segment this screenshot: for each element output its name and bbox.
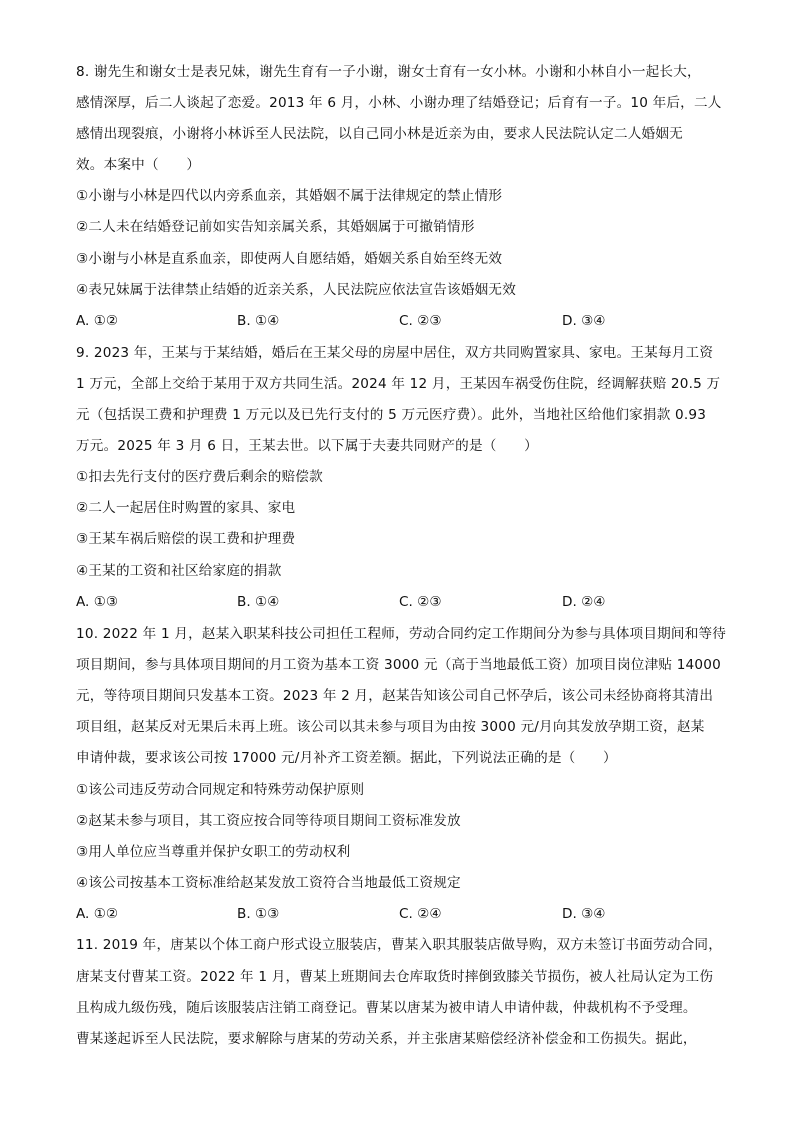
question-8-stem-line: 感情深厚，后二人谈起了恋爱。2013 年 6 月，小林、小谢办理了结婚登记；后育有一子。10 年后，二人 xyxy=(76,95,722,111)
question-10-option: ④该公司按基本工资标准给赵某发放工资符合当地最低工资规定 xyxy=(76,875,461,891)
choice-b: B. ①③ xyxy=(237,906,280,922)
question-9-option: ④王某的工资和社区给家庭的捐款 xyxy=(76,563,282,579)
question-9-option: ③王某车祸后赔偿的误工费和护理费 xyxy=(76,531,296,547)
choice-d: D. ③④ xyxy=(562,313,606,329)
question-10-stem-line: 项目组，赵某反对无果后未再上班。该公司以其未参与项目为由按 3000 元/月向其发放孕期工资，赵某 xyxy=(76,719,705,735)
question-10-stem-line: 项目期间，参与具体项目期间的月工资为基本工资 3000 元（高于当地最低工资）加项目岗位津贴 14000 xyxy=(76,657,721,673)
choice-a: A. ①③ xyxy=(76,594,119,610)
question-11-stem-line: 曹某遂起诉至人民法院，要求解除与唐某的劳动关系，并主张唐某赔偿经济补偿金和工伤损失。据此， xyxy=(76,1031,697,1047)
question-8-stem-line: 感情出现裂痕，小谢将小林诉至人民法院，以自己同小林是近亲为由，要求人民法院认定二人婚姻无 xyxy=(76,126,683,142)
choice-c: C. ②③ xyxy=(399,594,442,610)
choice-a: A. ①② xyxy=(76,313,119,329)
question-8-stem-line: 效。本案中（ ） xyxy=(76,157,201,173)
question-9-option: ①扣去先行支付的医疗费后剩余的赔偿款 xyxy=(76,469,323,485)
question-9-stem-line: 元（包括误工费和护理费 1 万元以及已先行支付的 5 万元医疗费）。此外，当地社区给他们家捐款 0.93 xyxy=(76,407,707,423)
choice-c: C. ②④ xyxy=(399,906,442,922)
question-10-stem-line: 10. 2022 年 1 月，赵某入职某科技公司担任工程师，劳动合同约定工作期间分为参与具体项目期间和等待 xyxy=(76,626,727,642)
question-10-option: ①该公司违反劳动合同规定和特殊劳动保护原则 xyxy=(76,782,365,798)
question-11-stem-line: 且构成九级伤残，随后该服装店注销工商登记。曹某以唐某为被申请人申请仲裁，仲裁机构不予受理。 xyxy=(76,1000,697,1016)
question-10-stem-line: 元，等待项目期间只发基本工资。2023 年 2 月，赵某告知该公司自己怀孕后，该公司未经协商将其清出 xyxy=(76,688,714,704)
choice-d: D. ②④ xyxy=(562,594,606,610)
question-8-option: ②二人未在结婚登记前如实告知亲属关系，其婚姻属于可撤销情形 xyxy=(76,219,475,235)
question-8-option: ①小谢与小林是四代以内旁系血亲，其婚姻不属于法律规定的禁止情形 xyxy=(76,188,503,204)
question-9-stem-line: 9. 2023 年，王某与于某结婚，婚后在王某父母的房屋中居住，双方共同购置家具、家电。王某每月工资 xyxy=(76,345,714,361)
choice-c: C. ②③ xyxy=(399,313,442,329)
question-11-stem-line: 11. 2019 年，唐某以个体工商户形式设立服装店，曹某入职其服装店做导购，双方未签订书面劳动合同， xyxy=(76,937,722,953)
choice-d: D. ③④ xyxy=(562,906,606,922)
question-9-choices xyxy=(76,592,726,612)
question-8-option: ③小谢与小林是直系血亲，即使两人自愿结婚，婚姻关系自始至终无效 xyxy=(76,251,503,267)
choice-b: B. ①④ xyxy=(237,594,280,610)
question-9-stem-line: 万元。2025 年 3 月 6 日，王某去世。以下属于夫妻共同财产的是（ ） xyxy=(76,438,538,454)
question-10-option: ③用人单位应当尊重并保护女职工的劳动权利 xyxy=(76,844,351,860)
question-9-option: ②二人一起居住时购置的家具、家电 xyxy=(76,500,296,516)
question-10-stem-line: 申请仲裁，要求该公司按 17000 元/月补齐工资差额。据此，下列说法正确的是（ ） xyxy=(76,750,617,766)
question-8-option: ④表兄妹属于法律禁止结婚的近亲关系，人民法院应依法宣告该婚姻无效 xyxy=(76,282,516,298)
question-8-choices xyxy=(76,311,726,331)
question-9-stem-line: 1 万元，全部上交给于某用于双方共同生活。2024 年 12 月，王某因车祸受伤住院，经调解获赔 20.5 万 xyxy=(76,376,721,392)
choice-b: B. ①④ xyxy=(237,313,280,329)
question-8-stem-line: 8. 谢先生和谢女士是表兄妹，谢先生育有一子小谢，谢女士育有一女小林。小谢和小林自小一起长大， xyxy=(76,64,701,80)
choice-a: A. ①② xyxy=(76,906,119,922)
question-11-stem-line: 唐某支付曹某工资。2022 年 1 月，曹某上班期间去仓库取货时摔倒致膝关节损伤，被人社局认定为工伤 xyxy=(76,969,714,985)
question-10-choices xyxy=(76,904,726,924)
question-10-option: ②赵某未参与项目，其工资应按合同等待项目期间工资标准发放 xyxy=(76,813,461,829)
